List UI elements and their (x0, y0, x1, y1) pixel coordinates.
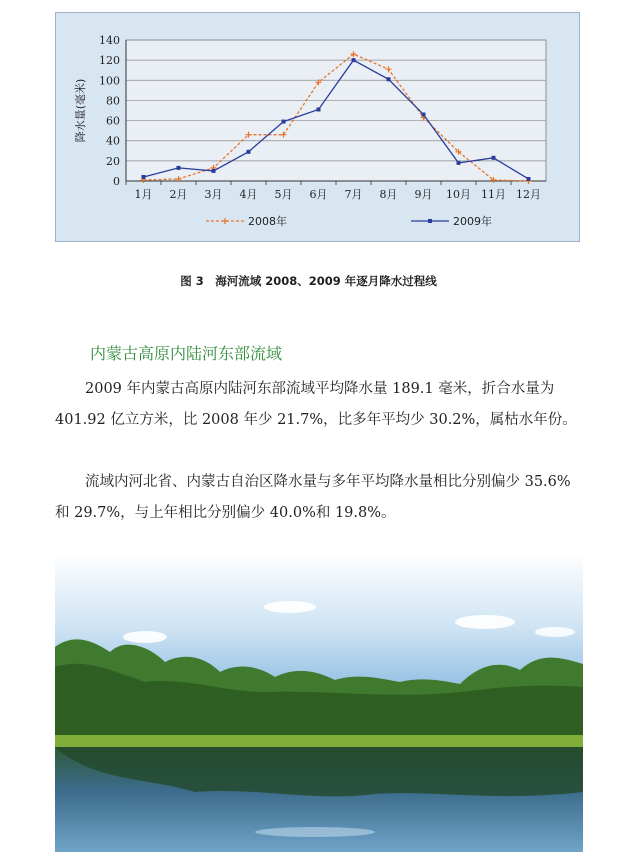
x-tick-label: 12月 (516, 188, 541, 201)
data-point (212, 169, 216, 173)
y-tick-label: 40 (106, 134, 120, 148)
paragraph-1-text: 2009 年内蒙古高原内陆河东部流域平均降水量 189.1 毫米，折合水量为 401.92 亿立方米，比 2008 年少 21.7%，比多年平均少 30.2%，属枯水年份。 (55, 381, 577, 428)
x-tick-label: 9月 (414, 188, 433, 201)
x-tick-label: 3月 (204, 188, 223, 201)
y-axis-label: 降水量(毫米) (74, 78, 87, 143)
section-heading: 内蒙古高原内陆河东部流域 (90, 344, 283, 363)
y-tick-label: 140 (99, 34, 120, 47)
x-tick-label: 5月 (274, 188, 293, 201)
y-tick-label: 60 (106, 114, 120, 128)
data-point (527, 177, 531, 181)
data-point (247, 150, 251, 154)
x-tick-label: 11月 (481, 188, 506, 201)
figure-caption: 图 3 海河流域 2008、2009 年逐月降水过程线 (180, 274, 437, 288)
x-tick-label: 4月 (239, 188, 258, 201)
data-point (387, 77, 391, 81)
paragraph-2 (55, 467, 585, 529)
paragraph-2-text: 流域内河北省、内蒙古自治区降水量与多年平均降水量相比分别偏少 35.6%和 29.7%，与上年相比分别偏少 40.0%和 19.8%。 (55, 474, 571, 521)
lake-forest-photo (55, 552, 583, 852)
y-tick-label: 120 (99, 54, 120, 68)
data-point (177, 166, 181, 170)
x-tick-label: 10月 (446, 188, 471, 201)
legend-marker (222, 218, 228, 224)
data-point (282, 120, 286, 124)
y-tick-label: 20 (106, 154, 120, 168)
data-point (352, 58, 356, 62)
x-tick-label: 6月 (309, 188, 328, 201)
x-tick-label: 7月 (344, 188, 363, 201)
data-point (317, 107, 321, 111)
legend-marker (428, 219, 432, 223)
data-point (492, 156, 496, 160)
chart-canvas (56, 13, 581, 243)
data-point (457, 161, 461, 165)
data-point (422, 113, 426, 117)
legend-label: 2009年 (453, 215, 492, 228)
y-tick-label: 0 (113, 175, 120, 188)
precipitation-chart (55, 12, 580, 242)
paragraph-1 (55, 374, 585, 436)
x-tick-label: 8月 (379, 188, 398, 201)
y-tick-label: 100 (99, 74, 120, 88)
legend-label: 2008年 (248, 215, 287, 228)
x-tick-label: 2月 (169, 188, 188, 201)
x-tick-label: 1月 (134, 188, 153, 201)
data-point (142, 175, 146, 179)
y-tick-label: 80 (106, 94, 120, 108)
